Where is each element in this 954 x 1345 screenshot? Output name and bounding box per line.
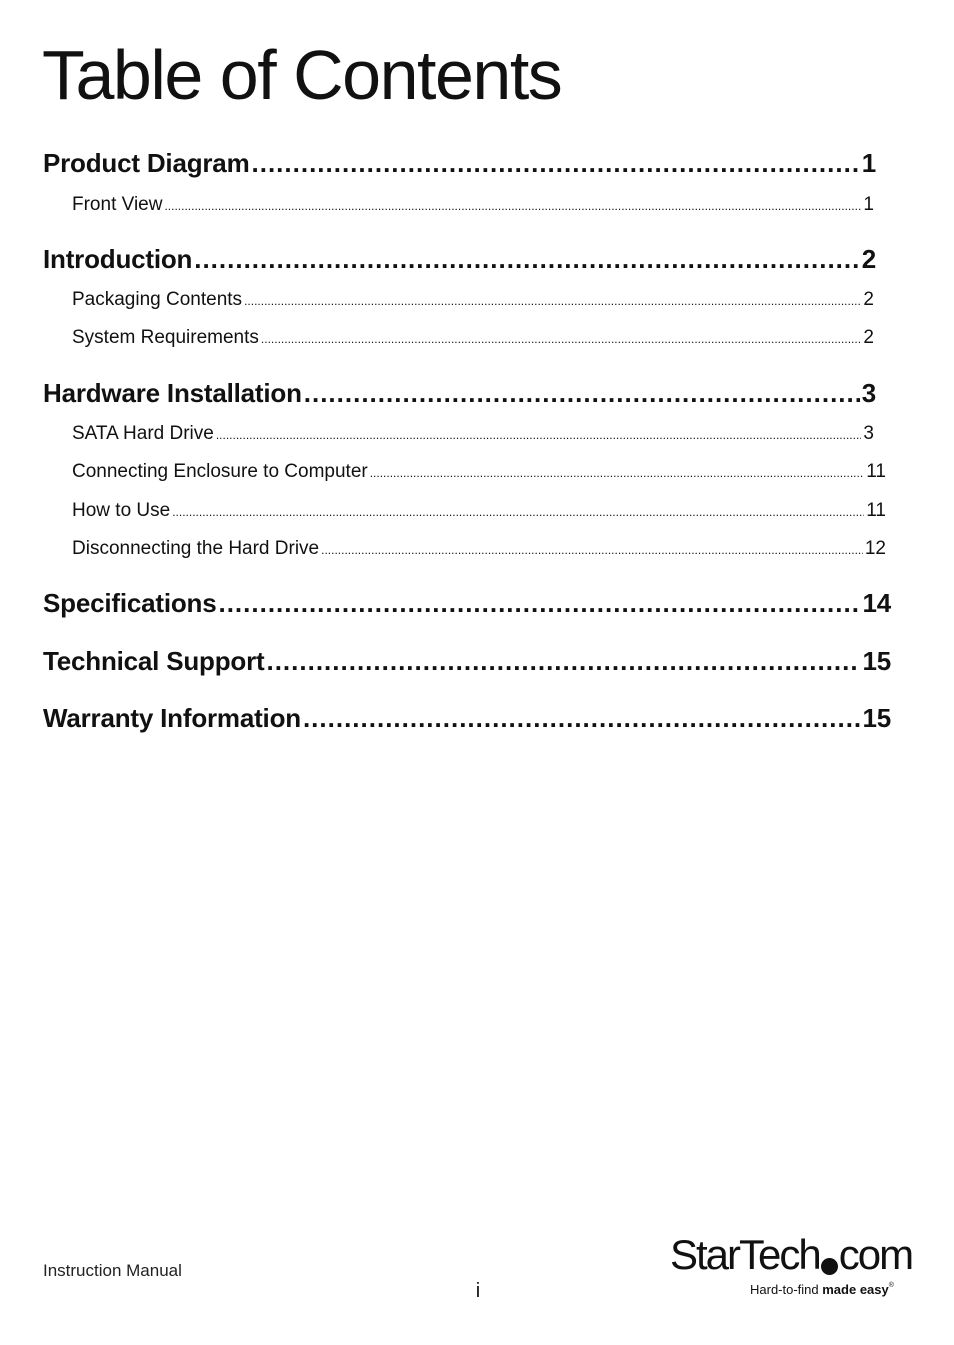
toc-leader-dots [266,646,860,677]
toc-leader-dots [321,543,863,557]
toc-entry-page: 12 [864,538,886,559]
page-title: Table of Contents [42,36,562,114]
toc-leader-dots [194,244,860,275]
toc-leader-dots [164,199,861,213]
toc-entry-page: 15 [862,646,891,676]
logo-tagline [750,1282,894,1297]
toc-entry-label: Front View [72,194,163,215]
toc-leader-dots [304,378,860,409]
toc-entry-label: Hardware Installation [43,378,302,408]
toc-entry-warranty-information[interactable] [43,703,891,737]
toc-entry-page: 1 [861,148,876,178]
toc-entry-page: 2 [863,289,874,310]
logo-dot-icon [821,1258,838,1275]
toc-leader-dots [303,703,861,734]
toc-entry-label: Disconnecting the Hard Drive [72,538,320,559]
toc-entry-label: Introduction [43,244,193,274]
toc-entry-label: System Requirements [72,327,259,348]
toc-entry-packaging-contents[interactable] [72,289,874,313]
toc-leader-dots [244,294,861,308]
footer-page-number: i [475,1280,481,1302]
toc-entry-product-diagram[interactable] [43,148,876,182]
startech-logo [670,1231,913,1302]
toc-entry-page: 2 [863,327,874,348]
tagline-bold: made easy [822,1282,889,1297]
toc-entry-front-view[interactable] [72,194,874,218]
footer-document-type: Instruction Manual [43,1261,182,1280]
registered-mark: ® [888,1282,894,1289]
toc-entry-specifications[interactable] [43,588,891,622]
toc-entry-introduction[interactable] [43,244,876,278]
toc-entry-page: 3 [861,378,876,408]
toc-entry-hardware-installation[interactable] [43,378,876,412]
toc-entry-label: Specifications [43,588,217,618]
toc-entry-page: 15 [862,703,891,733]
toc-entry-sata-hard-drive[interactable] [72,423,874,447]
toc-entry-label: Packaging Contents [72,289,243,310]
toc-entry-system-requirements[interactable] [72,327,874,351]
toc-leader-dots [252,148,860,179]
toc-leader-dots [172,505,864,519]
toc-leader-dots [370,466,865,480]
tagline-regular: Hard-to-find [750,1282,823,1297]
toc-entry-label: Product Diagram [43,148,250,178]
toc-entry-label: Technical Support [43,646,265,676]
logo-brand-name: StarTech [670,1231,820,1278]
toc-entry-connecting-enclosure[interactable] [72,461,886,485]
toc-leader-dots [261,332,862,346]
toc-entry-how-to-use[interactable] [72,500,886,524]
toc-entry-page: 11 [866,461,886,482]
toc-entry-page: 11 [866,500,886,521]
toc-entry-page: 14 [862,588,891,618]
toc-entry-page: 2 [861,244,876,274]
toc-leader-dots [216,428,862,442]
toc-entry-label: SATA Hard Drive [72,423,214,444]
toc-entry-page: 1 [863,194,874,215]
toc-entry-disconnecting-hard-drive[interactable] [72,538,886,562]
toc-entry-label: Connecting Enclosure to Computer [72,461,368,482]
toc-entry-label: Warranty Information [43,703,301,733]
toc-leader-dots [218,588,860,619]
toc-entry-technical-support[interactable] [43,646,891,680]
logo-domain: com [838,1231,913,1278]
toc-entry-page: 3 [863,423,874,444]
logo-wordmark [670,1232,912,1278]
toc-entry-label: How to Use [72,500,171,521]
